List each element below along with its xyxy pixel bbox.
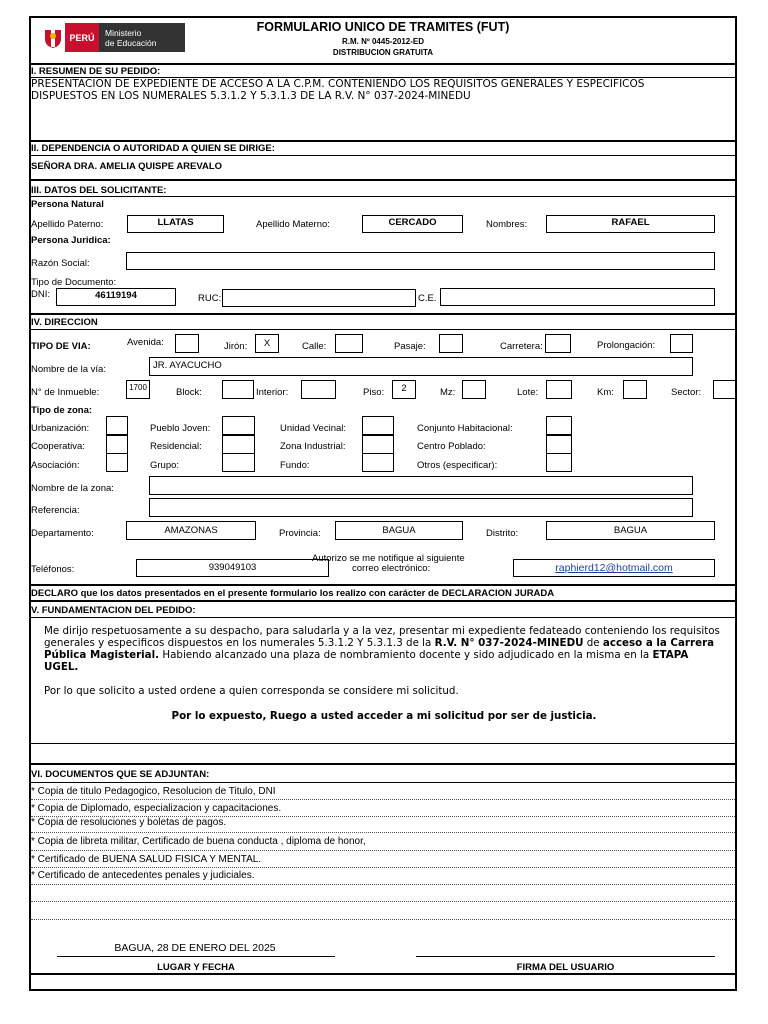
document-item[interactable]: * Copia de libreta militar, Certificado de buena conducta , diploma de honor, (31, 836, 366, 847)
departamento-field[interactable]: AMAZONAS (126, 521, 256, 540)
divider (29, 600, 737, 602)
km-field[interactable] (623, 380, 647, 399)
nombre-via-label: Nombre de la vía: (31, 364, 106, 375)
nombre-via-field[interactable]: JR. AYACUCHO (149, 357, 693, 376)
divider (29, 179, 737, 181)
otros-checkbox[interactable] (546, 453, 572, 472)
urbanizacion-checkbox[interactable] (106, 416, 128, 435)
lugar-fecha-value[interactable]: BAGUA, 28 DE ENERO DEL 2025 (114, 942, 276, 954)
cooperativa-label: Cooperativa: (31, 441, 85, 452)
fundo-checkbox[interactable] (362, 453, 394, 472)
persona-juridica-label: Persona Juridica: (31, 235, 111, 246)
avenida-label: Avenida: (127, 337, 164, 348)
jiron-label: Jirón: (224, 341, 248, 352)
avenida-checkbox[interactable] (175, 334, 199, 353)
firma-usuario-label: FIRMA DEL USUARIO (516, 962, 615, 973)
declaracion-jurada: DECLARO que los datos presentados en el presente formulario los realizo con carácter de DECLARACION JURADA (31, 588, 555, 599)
distribution-note: DISTRIBUCION GRATUITA (332, 48, 434, 57)
provincia-label: Provincia: (279, 528, 321, 539)
dependencia-value[interactable]: SEÑORA DRA. AMELIA QUISPE AREVALO (31, 161, 223, 172)
document-item[interactable]: * Copia de titulo Pedagogico, Resolucion de Titulo, DNI (31, 786, 276, 797)
prolongacion-checkbox[interactable] (670, 334, 693, 353)
nombre-zona-label: Nombre de la zona: (31, 483, 114, 494)
dotted-divider (31, 799, 735, 800)
tipo-via-label: TIPO DE VIA: (31, 341, 91, 352)
document-item[interactable]: * Certificado de BUENA SALUD FISICA Y MENTAL. (31, 854, 262, 865)
correo-label: correo electrónico: (352, 563, 431, 574)
pueblo-joven-label: Pueblo Joven: (150, 423, 211, 434)
section-title-fundamentacion: V. FUNDAMENTACION DEL PEDIDO: (31, 605, 196, 616)
centro-poblado-label: Centro Poblado: (417, 441, 486, 452)
signature-line (57, 956, 335, 957)
piso-label: Piso: (363, 387, 385, 398)
divider (29, 617, 737, 618)
signature-line (416, 956, 715, 957)
divider (29, 584, 737, 586)
urbanizacion-label: Urbanización: (31, 423, 90, 434)
section-title-dependencia: II. DEPENDENCIA O AUTORIDAD A QUIEN SE DIRIGE: (31, 143, 275, 154)
provincia-field[interactable]: BAGUA (335, 521, 463, 540)
km-label: Km: (597, 387, 614, 398)
divider (29, 782, 737, 783)
ruc-field[interactable] (222, 289, 416, 307)
logo-peru: PERÚ (65, 23, 99, 52)
divider (29, 743, 737, 744)
tipo-zona-label: Tipo de zona: (31, 405, 93, 416)
interior-field[interactable] (301, 380, 336, 399)
section-title-resumen: I. RESUMEN DE SU PEDIDO: (31, 66, 161, 77)
telefonos-label: Teléfonos: (31, 564, 75, 575)
interior-label: Interior: (256, 387, 289, 398)
asociacion-label: Asociación: (31, 460, 80, 471)
resumen-text[interactable]: PRESENTACION DE EXPEDIENTE DE ACCESO A LA C.P.M. CONTENIENDO LOS REQUISITOS GENERALES Y ESPECIFICOS DISPUESTOS EN LOS NUMERALES 5.3.1.2 Y 5.3.1.3 DE LA R.V. N° 037-2024-MINEDU (31, 78, 645, 102)
referencia-field[interactable] (149, 498, 693, 517)
dotted-divider (31, 901, 735, 902)
conjunto-habitacional-checkbox[interactable] (546, 416, 572, 435)
dotted-divider (31, 850, 735, 851)
calle-checkbox[interactable] (335, 334, 363, 353)
divider (29, 140, 737, 142)
departamento-label: Departamento: (31, 528, 94, 539)
nombres-field[interactable]: RAFAEL (546, 215, 715, 233)
fundo-label: Fundo: (280, 460, 310, 471)
pasaje-checkbox[interactable] (439, 334, 463, 353)
razon-social-label: Razón Social: (31, 258, 90, 269)
calle-label: Calle: (302, 341, 327, 352)
dotted-divider (31, 919, 735, 920)
pasaje-label: Pasaje: (394, 341, 426, 352)
section-title-documentos: VI. DOCUMENTOS QUE SE ADJUNTAN: (31, 769, 210, 780)
distrito-label: Distrito: (486, 528, 519, 539)
coat-of-arms-icon (40, 23, 65, 52)
document-item[interactable]: * Certificado de antecedentes penales y judiciales. (31, 870, 255, 881)
apellido-materno-label: Apellido Materno: (256, 219, 330, 230)
dotted-divider (31, 867, 735, 868)
grupo-label: Grupo: (150, 460, 180, 471)
referencia-label: Referencia: (31, 505, 80, 516)
divider (29, 763, 737, 765)
telefono-field[interactable]: 939049103 (136, 559, 329, 577)
ce-label: C.E. (418, 293, 437, 304)
unidad-vecinal-label: Unidad Vecinal: (280, 423, 347, 434)
sector-label: Sector: (671, 387, 702, 398)
ce-field[interactable] (440, 288, 715, 306)
logo-ministerio: Ministerio de Educación (99, 23, 185, 52)
divider (29, 313, 737, 315)
carretera-checkbox[interactable] (545, 334, 571, 353)
centro-poblado-checkbox[interactable] (546, 435, 572, 454)
cooperativa-checkbox[interactable] (106, 435, 128, 454)
piso-field[interactable]: 2 (392, 380, 416, 399)
tipo-documento-label: Tipo de Documento: (31, 277, 117, 288)
jiron-checkbox[interactable]: X (255, 334, 279, 353)
nombre-zona-field[interactable] (149, 476, 693, 495)
divider (29, 329, 737, 330)
zona-industrial-checkbox[interactable] (362, 435, 394, 454)
dni-field[interactable]: 46119194 (56, 288, 176, 306)
dni-label: DNI: (31, 289, 50, 300)
prolongacion-label: Prolongación: (597, 340, 656, 351)
form-title: FORMULARIO UNICO DE TRAMITES (FUT) (256, 20, 510, 34)
grupo-checkbox[interactable] (222, 453, 255, 472)
unidad-vecinal-checkbox[interactable] (362, 416, 394, 435)
distrito-field[interactable]: BAGUA (546, 521, 715, 540)
rm-number: R.M. Nº 0445-2012-ED (341, 37, 425, 46)
ruc-label: RUC: (198, 293, 222, 304)
lote-field[interactable] (546, 380, 572, 399)
divider (29, 155, 737, 156)
mz-field[interactable] (462, 380, 486, 399)
mz-label: Mz: (440, 387, 456, 398)
divider (29, 973, 737, 975)
razon-social-field[interactable] (126, 252, 715, 270)
lote-label: Lote: (517, 387, 539, 398)
residencial-checkbox[interactable] (222, 435, 255, 454)
section-title-solicitante: III. DATOS DEL SOLICITANTE: (31, 185, 167, 196)
document-item[interactable]: * Copia de Diplomado, especializacion y capacitaciones. (31, 803, 282, 814)
inmueble-field[interactable]: 1700 (126, 380, 150, 399)
minedu-logo (40, 23, 185, 52)
carretera-label: Carretera: (500, 341, 543, 352)
apellido-paterno-field[interactable]: LLATAS (127, 215, 224, 233)
conjunto-habitacional-label: Conjunto Habitacional: (417, 423, 513, 434)
apellido-materno-field[interactable]: CERCADO (362, 215, 463, 233)
block-field[interactable] (222, 380, 254, 399)
dotted-divider (31, 832, 735, 833)
zona-industrial-label: Zona Industrial: (280, 441, 346, 452)
divider (29, 196, 737, 197)
section-title-direccion: IV. DIRECCION (31, 317, 98, 328)
otros-label: Otros (especificar): (417, 460, 498, 471)
inmueble-label: N° de Inmueble: (31, 387, 100, 398)
apellido-paterno-label: Apellido Paterno: (31, 219, 104, 230)
lugar-fecha-label: LUGAR Y FECHA (157, 962, 235, 973)
dotted-divider (31, 884, 735, 885)
divider (29, 63, 737, 65)
nombres-label: Nombres: (486, 219, 528, 230)
email-link[interactable]: raphierd12@hotmail.com (513, 559, 715, 577)
asociacion-checkbox[interactable] (106, 453, 128, 472)
sector-field[interactable] (713, 380, 737, 399)
persona-natural-label: Persona Natural (31, 199, 104, 210)
pueblo-joven-checkbox[interactable] (222, 416, 255, 435)
block-label: Block: (176, 387, 202, 398)
fundamentacion-text[interactable]: Me dirijo respetuosamente a su despacho, para saludarla y a la vez, presentar mi expediente fedateado conteniendo los requisitos generales y especificos dispuestos en los numerales 5.3.1.2 Y 5.3.1.3 de la R.V. N° 037-2024-MINEDU de acceso a la Carrera Pública Magisterial. Habiendo alcanzado una plaza de nombramiento docente y sido adjudicado en la misma en la ETAPA UGEL. Por lo que solicito a usted ordene a quien corresponda se considere mi solicitud. Por lo expuesto, Ruego a usted acceder a mi solicitud por ser de justicia. (44, 625, 720, 722)
document-item[interactable]: * Copia de resoluciones y boletas de pagos. (31, 817, 227, 828)
autorizo-label: Autorizo se me notifique al siguiente (312, 553, 465, 564)
residencial-label: Residencial: (150, 441, 202, 452)
